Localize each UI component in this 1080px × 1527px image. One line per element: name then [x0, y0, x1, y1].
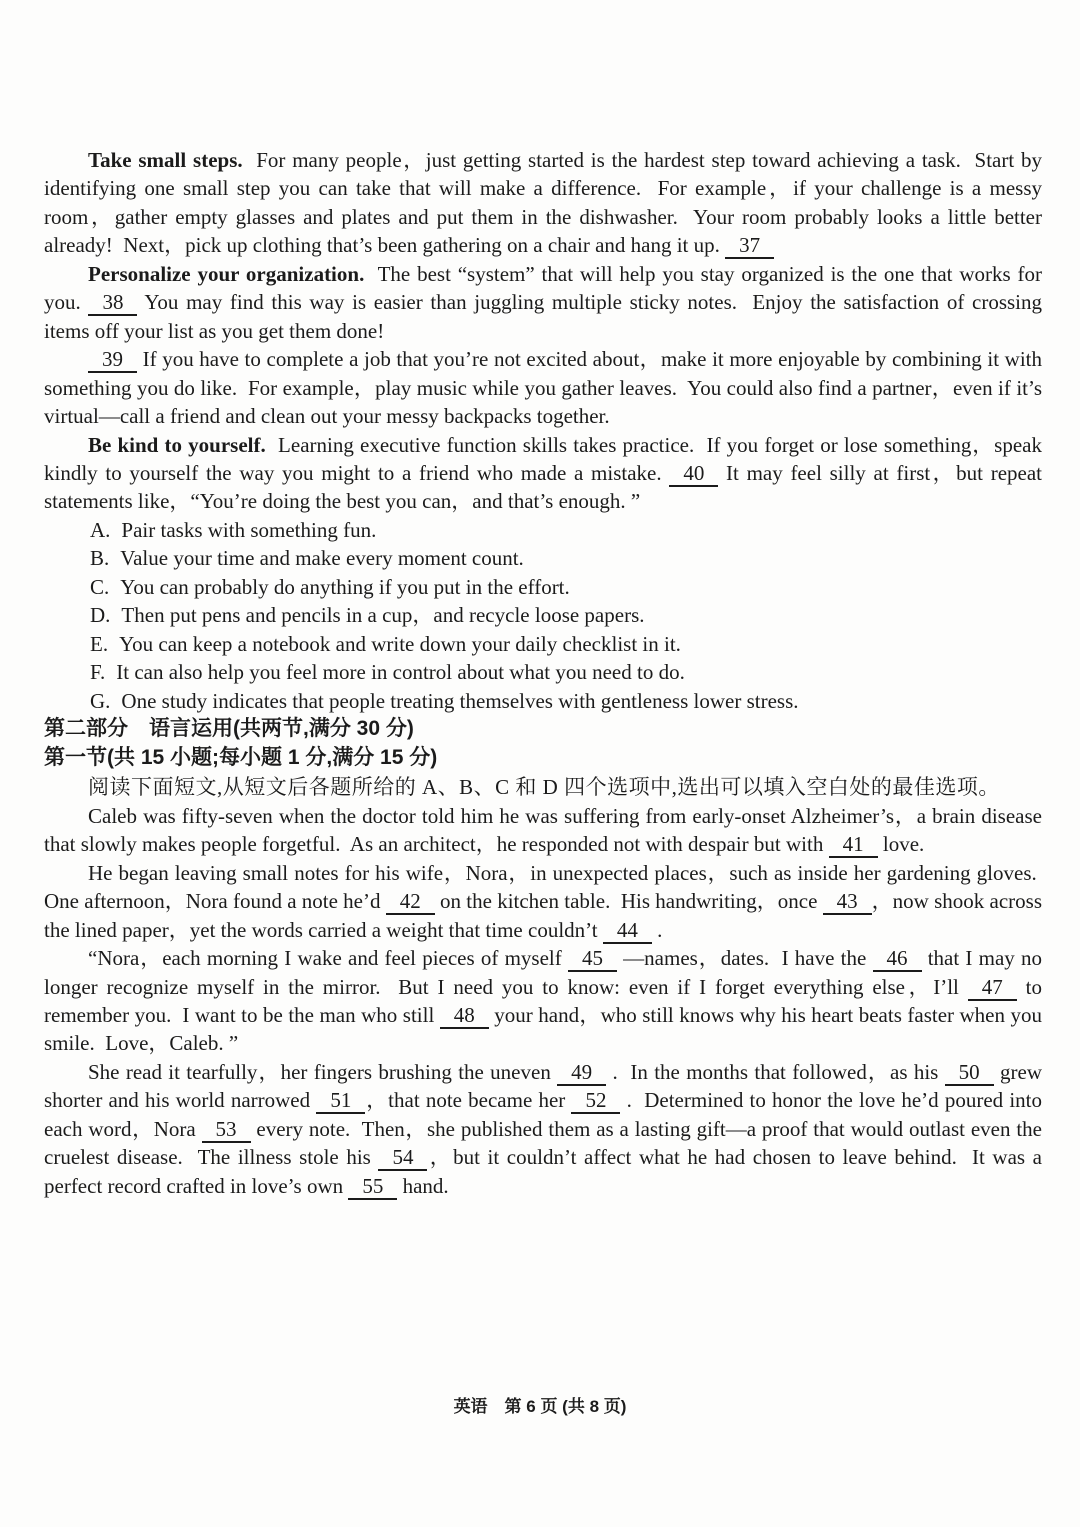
cloze-para-2 [44, 859, 1042, 944]
option-letter: A. [90, 517, 111, 542]
text-run: Learning executive function skills takes practice. If you forget or lose something，speak kindly to yourself the way you might to a friend who made a mistake. [44, 432, 1042, 485]
text-run: —names，dates. I have the [616, 946, 873, 971]
option-letter: D. [90, 603, 111, 628]
blank-45: 45 [568, 947, 617, 972]
text-run: You may find this way is easier than juggling multiple sticky notes. Enjoy the satisfaction of crossing items off your list as you get them done! [44, 290, 1043, 343]
text-run: hand. [397, 1173, 449, 1198]
blank-38: 38 [88, 291, 137, 316]
option-letter: B. [90, 546, 110, 571]
text-run: ，that note became her [365, 1088, 572, 1113]
cloze-para-3 [44, 944, 1042, 1058]
option-letter: G. [90, 688, 111, 713]
option-b [44, 544, 1042, 572]
paragraph-lead: Take small steps. [88, 148, 243, 172]
blank-41: 41 [829, 833, 878, 858]
blank-43: 43 [823, 890, 872, 915]
blank-40: 40 [669, 462, 718, 487]
text-run: For many people，just getting started is the hardest step toward achieving a task. Start by identifying one small step you can take that will make a difference. For example，if your challenge is a messy room，gather empty glasses and plates and put them in the dishwasher. Your room probably looks a little better already! Next，pick up clothing that’s been gathering on a chair and hang it up. [44, 148, 1042, 258]
option-text: You can keep a notebook and write down your daily checklist in it. [119, 631, 681, 656]
para-blank-39 [44, 345, 1042, 430]
option-text: You can probably do anything if you put in the effort. [120, 574, 570, 599]
option-text: Then put pens and pencils in a cup，and recycle loose papers. [121, 603, 645, 628]
text-run: that I may no longer recognize myself in the mirror. But I need you to know: even if I forget everything else，I’ll [44, 946, 1043, 999]
text-run: He began leaving small notes for his wife，Nora，in unexpected places，such as inside her gardening gloves. One afternoon，Nora found a note he’d [44, 860, 1042, 914]
cloze-instruction [44, 773, 1042, 802]
option-letter: E. [90, 631, 109, 656]
blank-37: 37 [725, 234, 774, 259]
text-run: She read it tearfully，her fingers brushing the uneven [88, 1059, 558, 1084]
section-2-part-1-heading: 第一节(共 15 小题;每小题 1 分,满分 15 分) [44, 745, 438, 769]
blank-47: 47 [968, 976, 1017, 1001]
section-2-heading: 第二部分 语言运用(共两节,满分 30 分) [44, 717, 414, 741]
cloze-para-4 [44, 1058, 1042, 1200]
option-f [44, 658, 1042, 686]
options-list [44, 516, 1042, 715]
blank-50: 50 [945, 1061, 994, 1086]
blank-48: 48 [440, 1004, 489, 1029]
text-run: The best “system” that will help you stay organized is the one that works for you. [44, 261, 1042, 315]
text-run: . Determined to honor the love he’d poured into each word，Nora [44, 1088, 1043, 1141]
para-take-small-steps [44, 146, 1042, 260]
option-d [44, 601, 1042, 629]
option-text: Pair tasks with something fun. [121, 517, 377, 542]
blank-44: 44 [603, 919, 652, 944]
document-content [44, 146, 1042, 1200]
text-run: your hand，who still knows why his heart beats faster when you smile. Love，Caleb. ” [44, 1002, 1042, 1056]
blank-42: 42 [386, 890, 435, 915]
paragraph-lead: Personalize your organization. [88, 261, 365, 286]
option-e [44, 630, 1042, 658]
text-run: ，now shook across the lined paper，yet the words carried a weight that time couldn’t [44, 889, 1042, 942]
text-run: 阅读下面短文,从短文后各题所给的 A、B、C 和 D 四个选项中,选出可以填入空白处的最佳选项。 [88, 774, 1000, 799]
blank-39: 39 [88, 348, 137, 373]
text-run: grew shorter and his world narrowed [44, 1059, 1042, 1113]
blank-55: 55 [348, 1175, 397, 1200]
option-text: Value your time and make every moment count. [120, 546, 524, 571]
blank-49: 49 [557, 1061, 606, 1086]
blank-51: 51 [316, 1089, 365, 1114]
paragraph-lead: Be kind to yourself. [88, 432, 266, 457]
text-run: Caleb was fifty-seven when the doctor told him he was suffering from early-onset Alzheimer’s，a brain disease that slowly makes people forgetful. As an architect，he responded not with despair but with [44, 803, 1042, 857]
text-run: ，but it couldn’t affect what he had chosen to leave behind. It was a perfect record crafted in love’s own [44, 1145, 1043, 1198]
para-be-kind-to-yourself [44, 431, 1042, 516]
text-run: love. [877, 832, 925, 857]
text-run: . In the months that followed，as his [606, 1059, 945, 1084]
text-run: every note. Then，she published them as a lasting gift—a proof that would outlast even the cruelest disease. The illness stole his [44, 1116, 1042, 1170]
text-run: It may feel silly at first，but repeat statements like，“You’re doing the best you can，and that’s enough. ” [44, 460, 1042, 514]
blank-46: 46 [873, 947, 922, 972]
text-run: on the kitchen table. His handwriting，once [434, 889, 823, 914]
option-c [44, 573, 1042, 601]
blank-54: 54 [378, 1146, 427, 1171]
option-g [44, 687, 1042, 715]
option-text: It can also help you feel more in control about what you need to do. [116, 660, 685, 685]
blank-52: 52 [571, 1089, 620, 1114]
option-a [44, 516, 1042, 544]
text-run: to remember you. I want to be the man who still [44, 974, 1042, 1027]
para-personalize-organization [44, 260, 1042, 345]
cloze-para-1 [44, 802, 1042, 859]
option-letter: C. [90, 574, 110, 599]
text-run: . [651, 917, 663, 942]
blank-53: 53 [202, 1118, 251, 1143]
page-footer: 英语 第 6 页 (共 8 页) [453, 1397, 627, 1416]
text-run: If you have to complete a job that you’re not excited about，make it more enjoyable by combining it with something you do like. For example，play music while you gather leaves. You could also find a partner，even if it’s virtual—call a friend and clean out your messy backpacks together. [44, 347, 1042, 429]
text-run: “Nora，each morning I wake and feel pieces of myself [88, 946, 568, 971]
option-text: One study indicates that people treating themselves with gentleness lower stress. [121, 688, 799, 713]
option-letter: F. [90, 660, 106, 685]
